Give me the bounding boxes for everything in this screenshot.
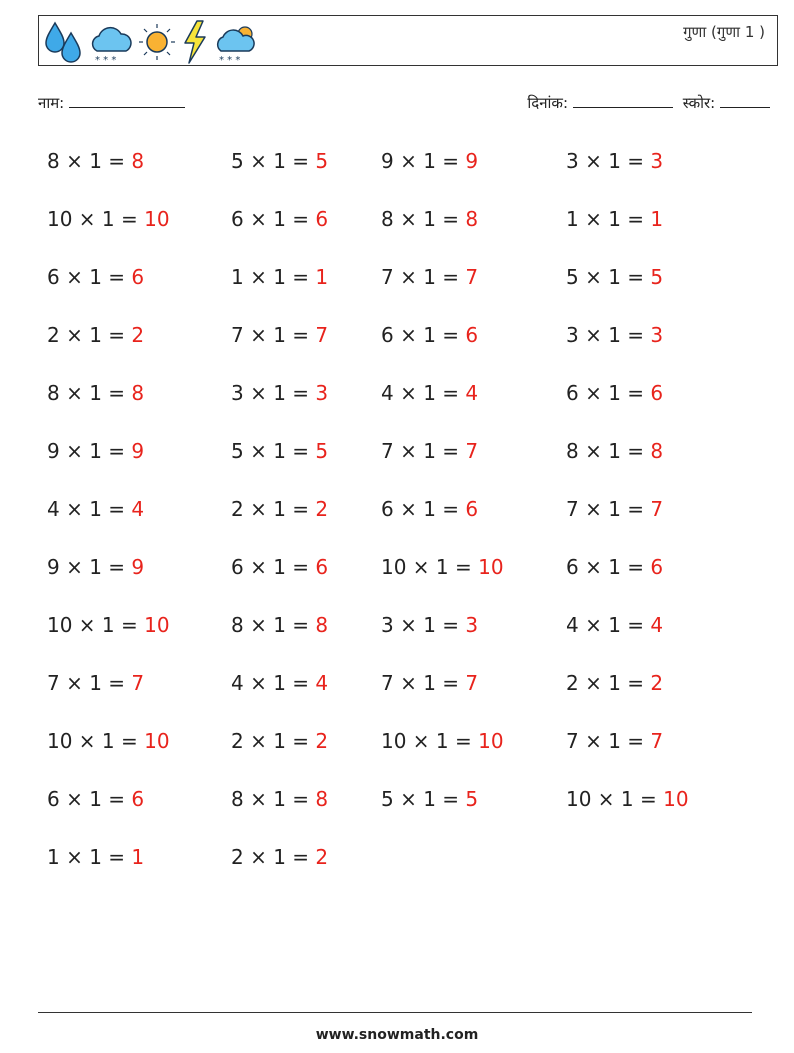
problem-item: [566, 555, 663, 579]
problem-question: 2 × 1 =: [231, 497, 316, 521]
problem-answer: 3: [465, 613, 479, 637]
problem-question: 5 × 1 =: [566, 265, 651, 289]
problem-answer: 10: [144, 729, 170, 753]
problem-item: [231, 207, 328, 231]
problem-answer: 2: [315, 497, 329, 521]
problem-question: 6 × 1 =: [381, 497, 466, 521]
problem-question: 10 × 1 =: [566, 787, 664, 811]
problem-question: 6 × 1 =: [566, 555, 651, 579]
problem-answer: 4: [650, 613, 664, 637]
name-field: [38, 93, 185, 113]
problem-item: [231, 497, 328, 521]
problem-question: 6 × 1 =: [231, 555, 316, 579]
problem-answer: 7: [465, 439, 479, 463]
water-drops-icon: [43, 19, 85, 65]
problem-question: 7 × 1 =: [566, 729, 651, 753]
problem-item: [566, 787, 689, 811]
problem-answer: 8: [465, 207, 479, 231]
score-field: [683, 93, 770, 113]
problem-answer: 9: [465, 149, 479, 173]
problem-item: [231, 149, 328, 173]
problem-answer: 1: [131, 845, 145, 869]
problem-question: 8 × 1 =: [231, 787, 316, 811]
worksheet-title: गुणा (गुणा 1 ): [683, 23, 765, 41]
student-fields: [38, 93, 770, 117]
problem-question: 7 × 1 =: [381, 671, 466, 695]
problem-answer: 10: [663, 787, 689, 811]
problem-question: 8 × 1 =: [231, 613, 316, 637]
problem-question: 2 × 1 =: [566, 671, 651, 695]
problem-question: 10 × 1 =: [47, 729, 145, 753]
problem-item: [47, 323, 144, 347]
problem-question: 7 × 1 =: [231, 323, 316, 347]
problem-answer: 6: [650, 555, 664, 579]
problem-answer: 2: [131, 323, 145, 347]
problem-answer: 5: [650, 265, 664, 289]
problem-answer: 6: [315, 207, 329, 231]
problem-question: 4 × 1 =: [47, 497, 132, 521]
problem-item: [231, 729, 328, 753]
problem-question: 2 × 1 =: [47, 323, 132, 347]
problem-item: [231, 787, 328, 811]
problem-item: [231, 439, 328, 463]
problem-question: 10 × 1 =: [47, 207, 145, 231]
problem-answer: 1: [650, 207, 664, 231]
problem-answer: 1: [315, 265, 329, 289]
problem-question: 4 × 1 =: [381, 381, 466, 405]
problem-answer: 8: [315, 787, 329, 811]
problem-question: 3 × 1 =: [566, 323, 651, 347]
problem-item: [47, 265, 144, 289]
problem-answer: 2: [650, 671, 664, 695]
problem-answer: 8: [131, 149, 145, 173]
problem-question: 7 × 1 =: [381, 265, 466, 289]
problem-question: 9 × 1 =: [381, 149, 466, 173]
problem-item: [381, 323, 478, 347]
problem-answer: 6: [131, 787, 145, 811]
problem-answer: 2: [315, 845, 329, 869]
problem-question: 2 × 1 =: [231, 729, 316, 753]
problem-answer: 7: [650, 497, 664, 521]
snow-cloud-icon: [87, 19, 135, 65]
worksheet-header: [38, 15, 778, 66]
problem-item: [47, 555, 144, 579]
svg-text:* * *: * * *: [219, 55, 241, 65]
problem-question: 8 × 1 =: [47, 381, 132, 405]
problem-question: 7 × 1 =: [47, 671, 132, 695]
problem-item: [231, 613, 328, 637]
problem-question: 3 × 1 =: [566, 149, 651, 173]
problem-item: [566, 381, 663, 405]
problem-answer: 3: [650, 323, 664, 347]
problem-item: [47, 613, 170, 637]
footer-divider: [38, 1012, 752, 1013]
date-blank[interactable]: [573, 93, 673, 108]
problem-question: 6 × 1 =: [566, 381, 651, 405]
problem-question: 10 × 1 =: [381, 729, 479, 753]
problem-item: [47, 149, 144, 173]
problem-answer: 4: [131, 497, 145, 521]
problem-question: 7 × 1 =: [566, 497, 651, 521]
problem-item: [231, 381, 328, 405]
problem-answer: 7: [315, 323, 329, 347]
problem-question: 1 × 1 =: [231, 265, 316, 289]
problem-answer: 8: [650, 439, 664, 463]
problem-answer: 6: [465, 323, 479, 347]
svg-text:* * *: * * *: [95, 55, 117, 65]
problem-item: [381, 671, 478, 695]
problem-item: [381, 555, 504, 579]
weather-icons: [43, 19, 261, 65]
score-label: स्कोर:: [682, 94, 716, 112]
problem-question: 1 × 1 =: [566, 207, 651, 231]
name-blank[interactable]: [69, 93, 185, 108]
sun-cloud-snow-icon: [213, 19, 261, 65]
sun-icon: [137, 19, 177, 65]
problem-item: [47, 787, 144, 811]
problem-item: [381, 207, 478, 231]
name-label: नाम:: [38, 94, 65, 112]
problem-answer: 7: [465, 671, 479, 695]
footer-url: www.snowmath.com: [315, 1027, 479, 1043]
problem-answer: 6: [131, 265, 145, 289]
problem-answer: 9: [131, 555, 145, 579]
problem-question: 4 × 1 =: [566, 613, 651, 637]
score-blank[interactable]: [720, 93, 770, 108]
problem-question: 6 × 1 =: [381, 323, 466, 347]
problem-answer: 10: [144, 613, 170, 637]
problem-item: [566, 207, 663, 231]
problem-question: 6 × 1 =: [47, 265, 132, 289]
problem-item: [381, 149, 478, 173]
problem-item: [566, 265, 663, 289]
problem-answer: 3: [650, 149, 664, 173]
problem-answer: 3: [315, 381, 329, 405]
problem-answer: 4: [315, 671, 329, 695]
problem-item: [47, 671, 144, 695]
problem-answer: 10: [478, 729, 504, 753]
problem-question: 10 × 1 =: [47, 613, 145, 637]
problem-item: [381, 439, 478, 463]
problem-question: 2 × 1 =: [231, 845, 316, 869]
problem-question: 8 × 1 =: [47, 149, 132, 173]
problem-item: [566, 149, 663, 173]
problem-item: [566, 323, 663, 347]
problem-question: 3 × 1 =: [231, 381, 316, 405]
problem-answer: 2: [315, 729, 329, 753]
problem-item: [381, 265, 478, 289]
problem-item: [566, 497, 663, 521]
problem-question: 5 × 1 =: [381, 787, 466, 811]
problem-question: 4 × 1 =: [231, 671, 316, 695]
problem-answer: 10: [144, 207, 170, 231]
problem-item: [47, 439, 144, 463]
problem-question: 3 × 1 =: [381, 613, 466, 637]
problem-question: 6 × 1 =: [47, 787, 132, 811]
problem-item: [47, 845, 144, 869]
problem-item: [381, 613, 478, 637]
problem-question: 7 × 1 =: [381, 439, 466, 463]
problem-item: [381, 381, 478, 405]
problem-answer: 8: [131, 381, 145, 405]
date-field: [527, 93, 672, 113]
problem-item: [231, 265, 328, 289]
problem-answer: 9: [131, 439, 145, 463]
problem-item: [381, 729, 504, 753]
problem-question: 8 × 1 =: [566, 439, 651, 463]
problem-answer: 6: [315, 555, 329, 579]
problem-answer: 7: [131, 671, 145, 695]
problem-item: [47, 729, 170, 753]
problem-answer: 4: [465, 381, 479, 405]
problem-answer: 7: [650, 729, 664, 753]
lightning-icon: [179, 19, 211, 65]
problem-question: 9 × 1 =: [47, 555, 132, 579]
problem-answer: 5: [315, 149, 329, 173]
problem-answer: 8: [315, 613, 329, 637]
problem-question: 1 × 1 =: [47, 845, 132, 869]
problem-item: [566, 613, 663, 637]
problem-answer: 6: [650, 381, 664, 405]
problem-answer: 6: [465, 497, 479, 521]
problem-item: [231, 323, 328, 347]
date-label: दिनांक:: [527, 94, 568, 112]
problem-item: [47, 207, 170, 231]
problem-item: [566, 729, 663, 753]
problem-item: [566, 671, 663, 695]
problem-answer: 5: [465, 787, 479, 811]
problem-item: [231, 845, 328, 869]
problem-item: [381, 497, 478, 521]
problem-item: [47, 381, 144, 405]
problem-item: [231, 671, 328, 695]
problem-question: 5 × 1 =: [231, 149, 316, 173]
problem-item: [231, 555, 328, 579]
problem-question: 6 × 1 =: [231, 207, 316, 231]
problem-item: [47, 497, 144, 521]
problem-answer: 10: [478, 555, 504, 579]
problem-question: 5 × 1 =: [231, 439, 316, 463]
problem-answer: 7: [465, 265, 479, 289]
problem-question: 10 × 1 =: [381, 555, 479, 579]
problem-answer: 5: [315, 439, 329, 463]
problem-item: [381, 787, 478, 811]
problem-item: [566, 439, 663, 463]
problem-question: 8 × 1 =: [381, 207, 466, 231]
problem-question: 9 × 1 =: [47, 439, 132, 463]
